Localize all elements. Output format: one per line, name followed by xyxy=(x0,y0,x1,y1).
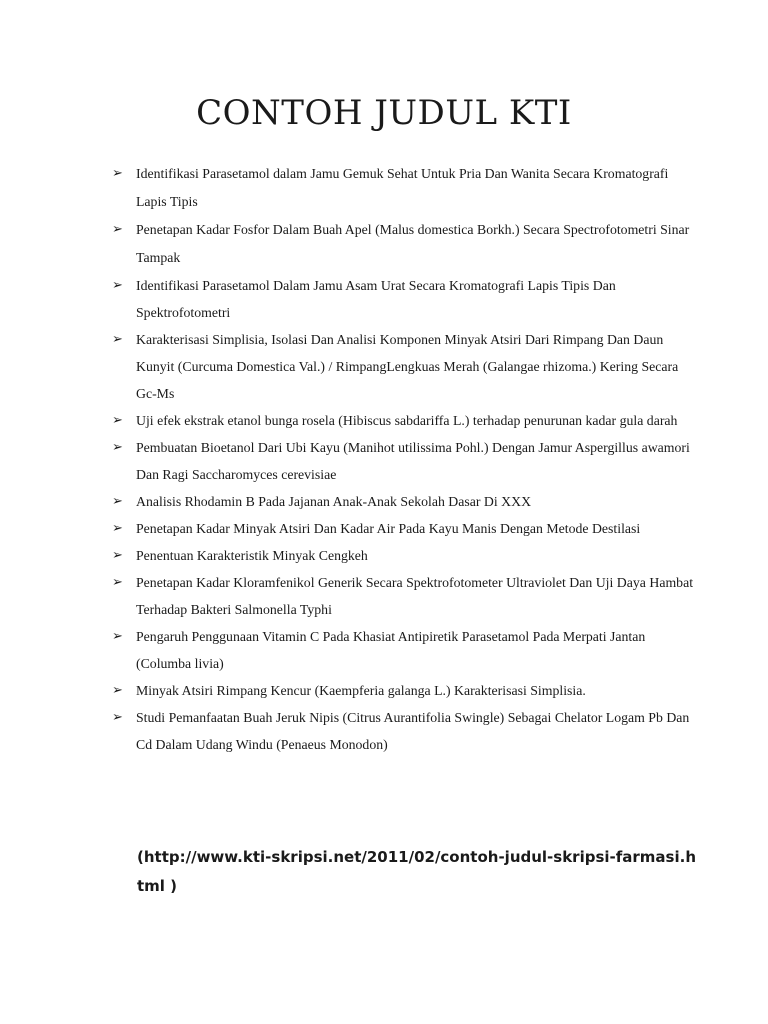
arrow-bullet-icon: ➢ xyxy=(112,222,123,237)
list-item-text: Penentuan Karakteristik Minyak Cengkeh xyxy=(136,548,368,563)
list-item-text: Minyak Atsiri Rimpang Kencur (Kaempferia galanga L.) Karakterisasi Simplisia. xyxy=(136,683,586,698)
arrow-bullet-icon: ➢ xyxy=(112,278,123,293)
arrow-bullet-icon: ➢ xyxy=(112,440,123,455)
list-item-text: Karakterisasi Simplisia, Isolasi Dan Analisi Komponen Minyak Atsiri Dari Rimpang Dan Daun Kunyit (Curcuma Domestica Val.) / RimpangLengkuas Merah (Galangae rhizoma.) Kering Secara Gc-Ms xyxy=(136,332,679,401)
list-item xyxy=(110,407,700,434)
list-item-text: Pembuatan Bioetanol Dari Ubi Kayu (Manihot utilissima Pohl.) Dengan Jamur Aspergillus awamori Dan Ragi Saccharomyces cerevisiae xyxy=(136,440,690,482)
arrow-bullet-icon: ➢ xyxy=(112,629,123,644)
list-item xyxy=(110,160,700,216)
list-item-text: Uji efek ekstrak etanol bunga rosela (Hibiscus sabdariffa L.) terhadap penurunan kadar gula darah xyxy=(136,413,678,428)
arrow-bullet-icon: ➢ xyxy=(112,548,123,563)
list-item-text: Identifikasi Parasetamol dalam Jamu Gemuk Sehat Untuk Pria Dan Wanita Secara Kromatografi Lapis Tipis xyxy=(136,166,669,209)
arrow-bullet-icon: ➢ xyxy=(112,413,123,428)
list-item xyxy=(110,272,700,326)
list-item xyxy=(110,569,700,623)
list-item xyxy=(110,326,700,407)
list-item xyxy=(110,623,700,677)
list-item-text: Penetapan Kadar Kloramfenikol Generik Secara Spektrofotometer Ultraviolet Dan Uji Daya Hambat Terhadap Bakteri Salmonella Typhi xyxy=(136,575,694,617)
arrow-bullet-icon: ➢ xyxy=(112,575,123,590)
list-item-text: Penetapan Kadar Minyak Atsiri Dan Kadar Air Pada Kayu Manis Dengan Metode Destilasi xyxy=(136,521,641,536)
arrow-bullet-icon: ➢ xyxy=(112,710,123,725)
title-list xyxy=(110,160,700,758)
arrow-bullet-icon: ➢ xyxy=(112,494,123,509)
list-item-text: Studi Pemanfaatan Buah Jeruk Nipis (Citrus Aurantifolia Swingle) Sebagai Chelator Logam Pb Dan Cd Dalam Udang Windu (Penaeus Monodon) xyxy=(136,710,690,752)
list-item xyxy=(110,542,700,569)
arrow-bullet-icon: ➢ xyxy=(112,166,123,181)
arrow-bullet-icon: ➢ xyxy=(112,332,123,347)
list-item xyxy=(110,704,700,758)
source-link[interactable]: (http://www.kti-skripsi.net/2011/02/contoh-judul-skripsi-farmasi.html ) xyxy=(137,848,696,895)
arrow-bullet-icon: ➢ xyxy=(112,683,123,698)
list-item-text: Identifikasi Parasetamol Dalam Jamu Asam Urat Secara Kromatografi Lapis Tipis Dan Spektrofotometri xyxy=(136,278,616,320)
document-title: CONTOH JUDUL KTI xyxy=(196,93,572,133)
list-item-text: Analisis Rhodamin B Pada Jajanan Anak-Anak Sekolah Dasar Di XXX xyxy=(136,494,532,509)
arrow-bullet-icon: ➢ xyxy=(112,521,123,536)
list-item xyxy=(110,515,700,542)
list-item xyxy=(110,488,700,515)
list-item xyxy=(110,216,700,272)
list-item-text: Pengaruh Penggunaan Vitamin C Pada Khasiat Antipiretik Parasetamol Pada Merpati Jantan (Columba livia) xyxy=(136,629,646,671)
list-item xyxy=(110,434,700,488)
list-item-text: Penetapan Kadar Fosfor Dalam Buah Apel (Malus domestica Borkh.) Secara Spectrofotometri Sinar Tampak xyxy=(136,222,690,265)
list-item xyxy=(110,677,700,704)
